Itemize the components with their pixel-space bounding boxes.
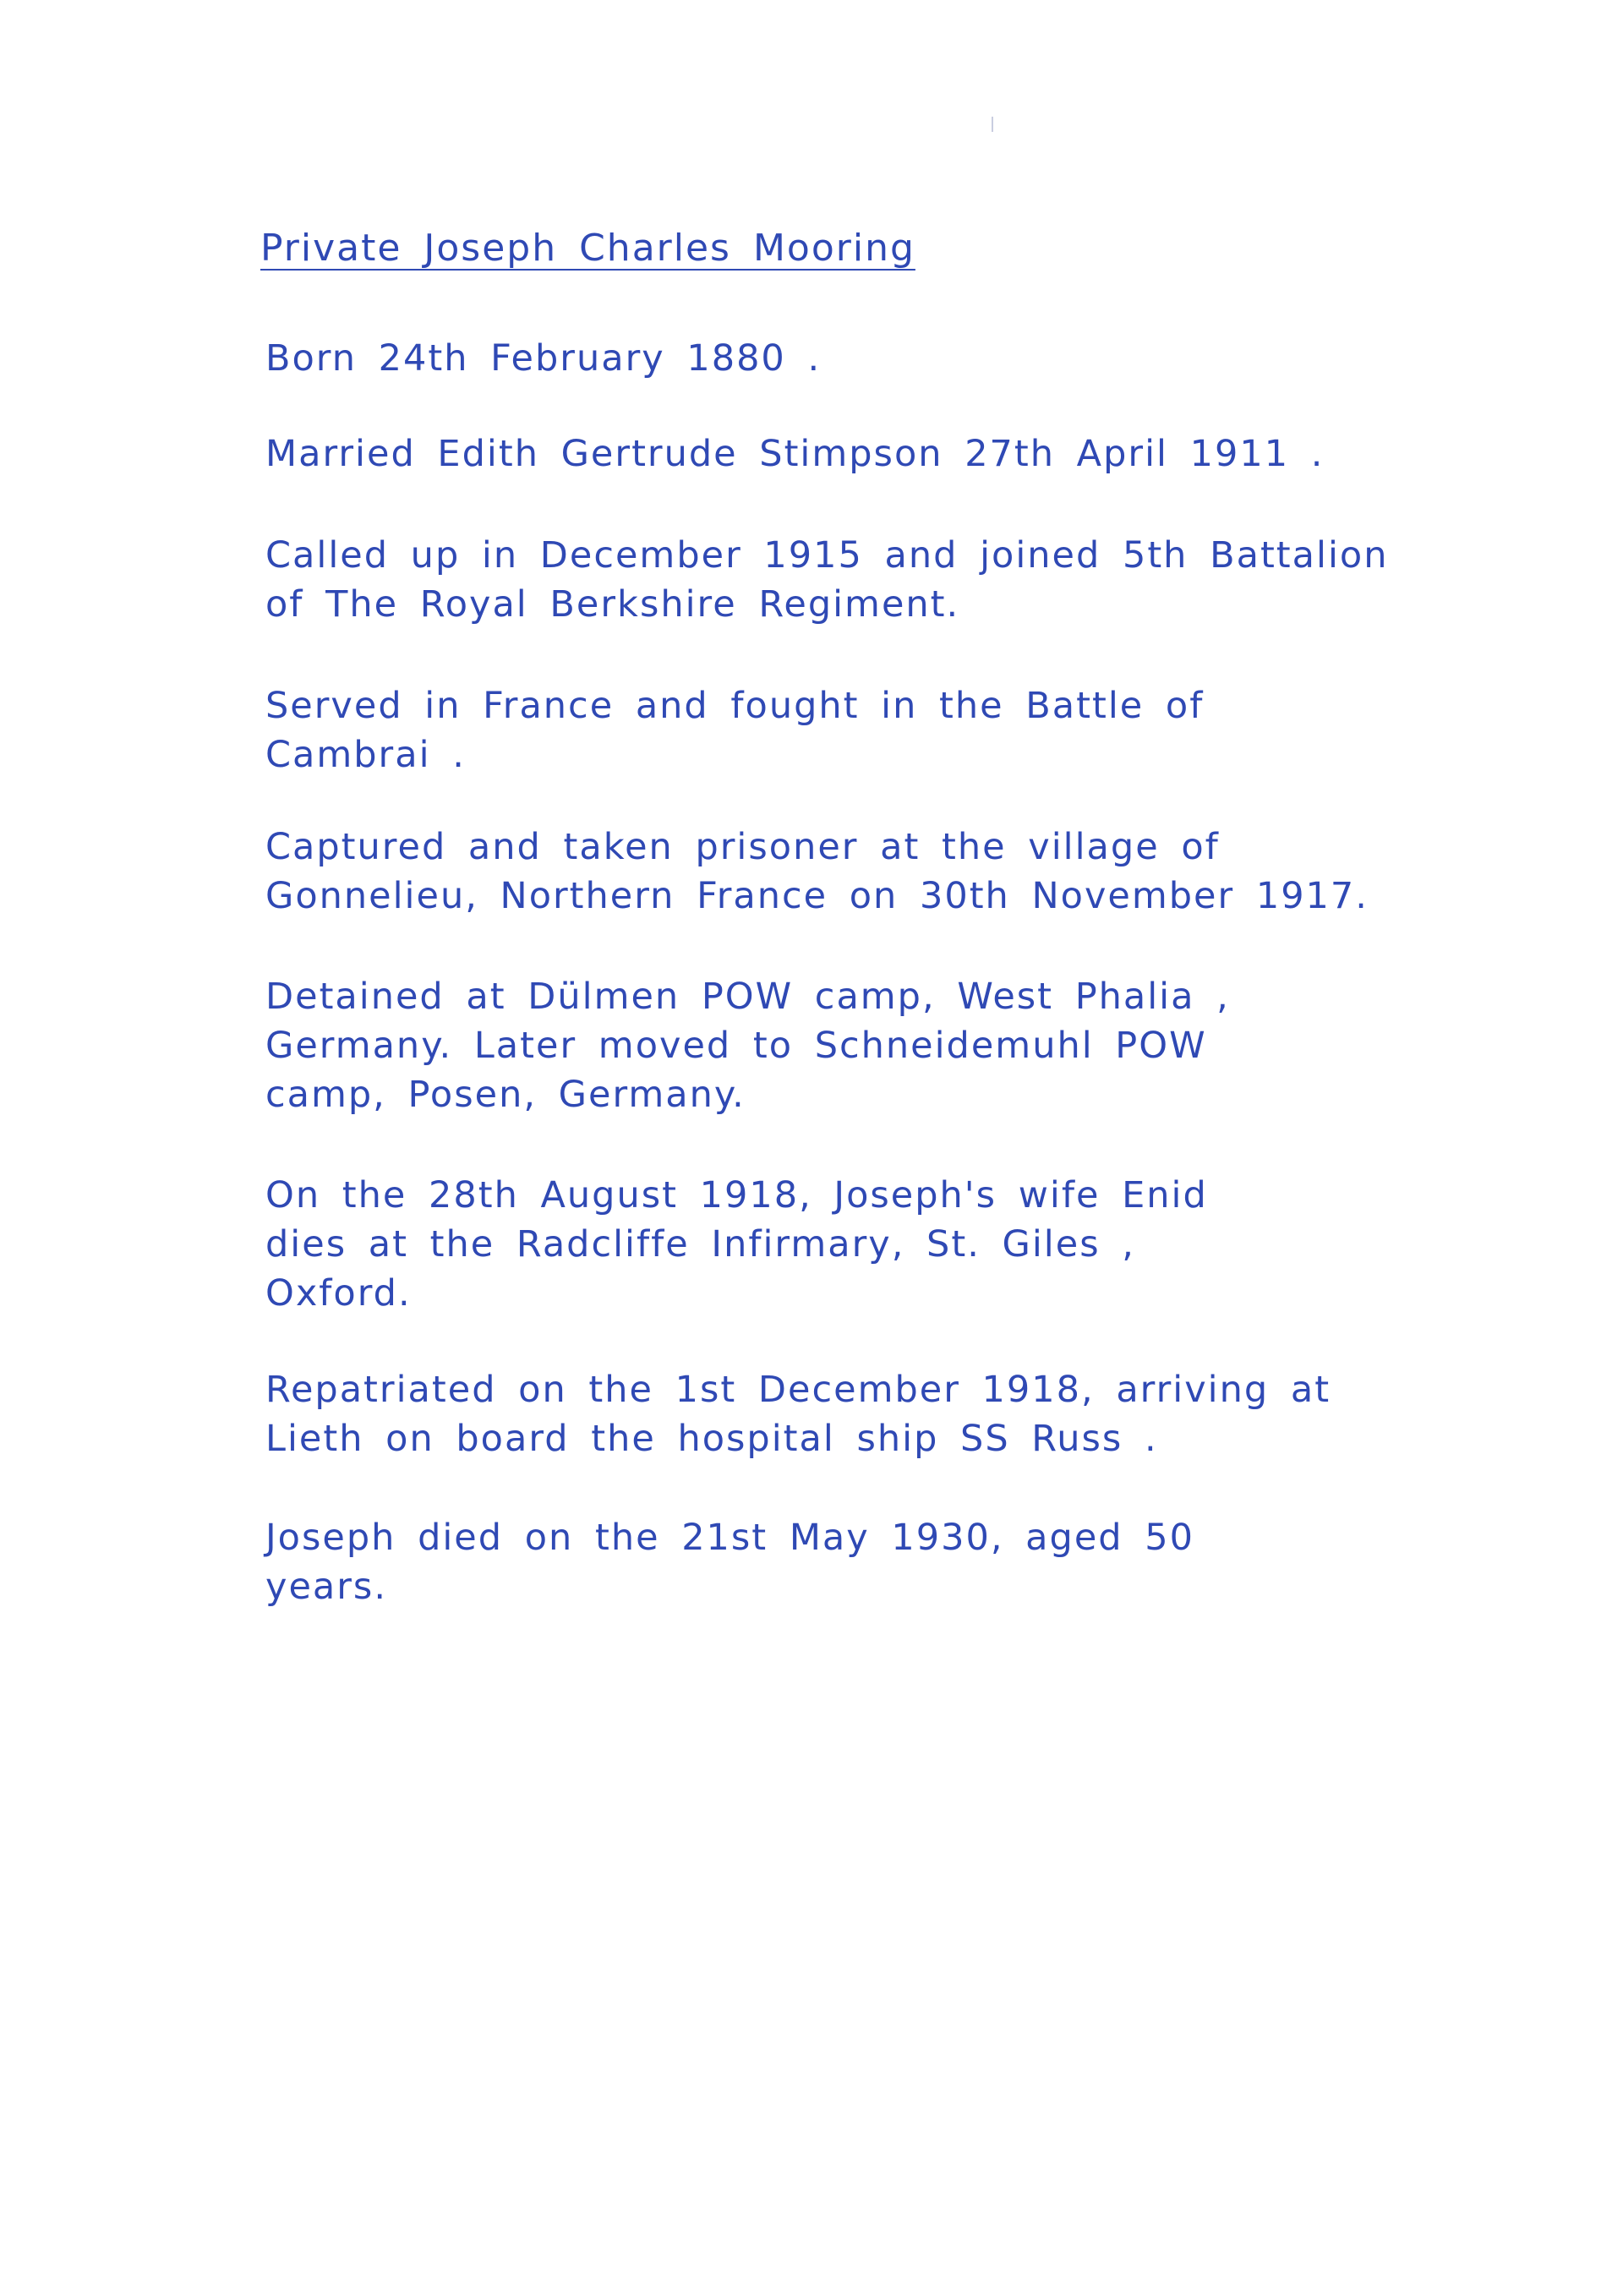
- paragraph-wife-dies: [265, 1171, 1415, 1318]
- paragraph-born: [265, 334, 1415, 383]
- text-line: Joseph died on the 21st May 1930, aged 50: [265, 1517, 1194, 1559]
- paragraph-died: [265, 1513, 1415, 1611]
- text-line: dies at the Radcliffe Infirmary, St. Giles ,: [265, 1223, 1135, 1266]
- page-mark: [992, 117, 993, 132]
- document-title: Private Joseph Charles Mooring: [260, 227, 915, 270]
- paragraph-married: [265, 429, 1415, 478]
- text-line: Served in France and fought in the Battle of: [265, 685, 1205, 727]
- text-line: Cambrai .: [265, 734, 466, 776]
- paragraph-captured: [265, 823, 1415, 921]
- text-line: Repatriated on the 1st December 1918, arriving at: [265, 1369, 1331, 1411]
- text-line: Detained at Dülmen POW camp, West Phalia ,: [265, 976, 1230, 1018]
- paragraph-repatriated: [265, 1365, 1415, 1463]
- paragraph-detained: [265, 972, 1415, 1119]
- text-line: years.: [265, 1566, 388, 1608]
- paragraph-called-up: [265, 531, 1415, 629]
- text-line: camp, Posen, Germany.: [265, 1074, 746, 1116]
- paragraph-served: [265, 681, 1415, 779]
- text-line: Germany. Later moved to Schneidemuhl POW: [265, 1025, 1207, 1067]
- text-line: of The Royal Berkshire Regiment.: [265, 583, 960, 626]
- text-line: Born 24th February 1880 .: [265, 337, 822, 380]
- text-line: Captured and taken prisoner at the village of: [265, 826, 1220, 868]
- text-line: On the 28th August 1918, Joseph's wife Enid: [265, 1174, 1208, 1216]
- text-line: Married Edith Gertrude Stimpson 27th April 1911 .: [265, 433, 1325, 475]
- text-line: Lieth on board the hospital ship SS Russ .: [265, 1418, 1158, 1460]
- text-line: Called up in December 1915 and joined 5th Battalion: [265, 534, 1389, 577]
- text-line: Oxford.: [265, 1272, 412, 1315]
- text-line: Gonnelieu, Northern France on 30th November 1917.: [265, 875, 1369, 917]
